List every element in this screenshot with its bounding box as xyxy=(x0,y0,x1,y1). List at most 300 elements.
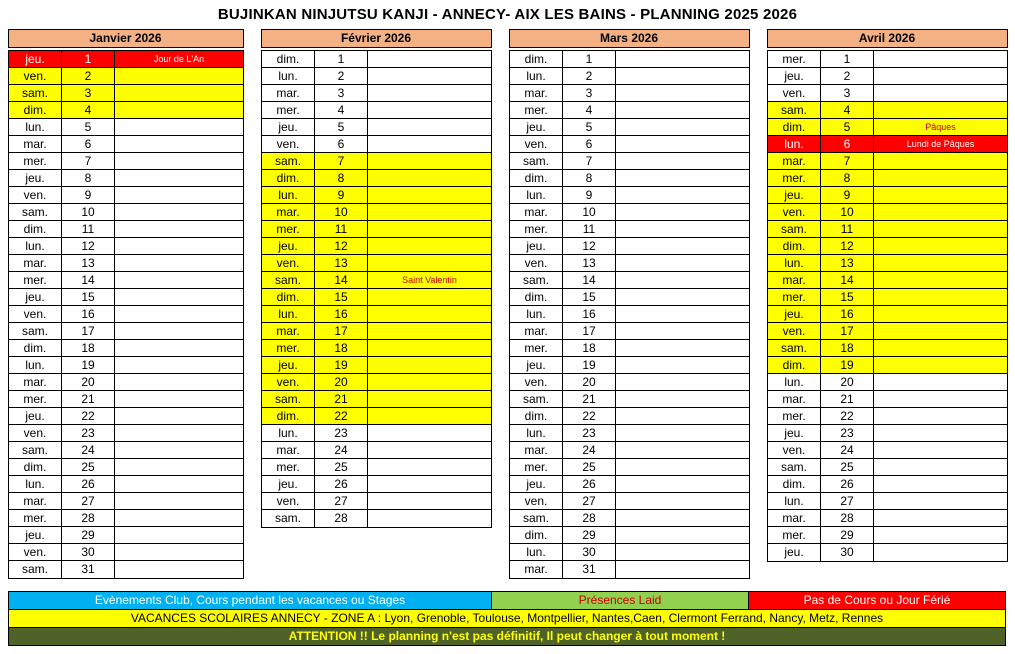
day-row xyxy=(9,357,243,374)
day-row xyxy=(262,102,491,119)
month-header: Mars 2026 xyxy=(509,29,750,48)
day-row xyxy=(262,238,491,255)
day-name: mar. xyxy=(262,323,315,339)
day-number: 20 xyxy=(315,374,368,390)
day-event xyxy=(616,51,749,67)
day-name: lun. xyxy=(768,374,821,390)
day-number: 6 xyxy=(563,136,616,152)
day-name: ven. xyxy=(768,442,821,458)
day-event xyxy=(874,204,1007,220)
day-name: dim. xyxy=(510,527,563,543)
day-name: jeu. xyxy=(768,425,821,441)
day-number: 31 xyxy=(62,561,115,578)
day-name: dim. xyxy=(768,476,821,492)
day-number: 22 xyxy=(315,408,368,424)
day-number: 14 xyxy=(62,272,115,288)
day-name: lun. xyxy=(510,425,563,441)
page-title: BUJINKAN NINJUTSU KANJI - ANNECY- AIX LES BAINS - PLANNING 2025 2026 xyxy=(217,6,798,23)
day-number: 26 xyxy=(315,476,368,492)
day-name: dim. xyxy=(768,119,821,135)
day-event xyxy=(874,510,1007,526)
day-row xyxy=(9,221,243,238)
day-row xyxy=(9,51,243,68)
day-number: 8 xyxy=(315,170,368,186)
day-row xyxy=(9,425,243,442)
day-number: 30 xyxy=(563,544,616,560)
day-name: mer. xyxy=(510,340,563,356)
day-name: lun. xyxy=(9,357,62,373)
day-row xyxy=(510,476,749,493)
day-event xyxy=(874,289,1007,305)
day-event xyxy=(368,170,491,186)
day-number: 11 xyxy=(821,221,874,237)
day-name: dim. xyxy=(262,51,315,67)
day-event xyxy=(616,323,749,339)
day-number: 6 xyxy=(62,136,115,152)
day-number: 1 xyxy=(563,51,616,67)
day-number: 3 xyxy=(821,85,874,101)
day-number: 4 xyxy=(821,102,874,118)
day-number: 24 xyxy=(563,442,616,458)
day-row xyxy=(262,476,491,493)
day-event: Saint Valentin xyxy=(402,275,457,285)
day-number: 4 xyxy=(563,102,616,118)
day-event xyxy=(368,476,491,492)
day-number: 12 xyxy=(62,238,115,254)
day-event xyxy=(115,187,243,203)
day-row xyxy=(9,255,243,272)
day-row xyxy=(510,102,749,119)
day-name: lun. xyxy=(510,544,563,560)
day-name: ven. xyxy=(262,493,315,509)
day-number: 14 xyxy=(821,272,874,288)
day-event xyxy=(616,459,749,475)
day-event xyxy=(616,272,749,288)
day-event xyxy=(874,153,1007,169)
day-name: ven. xyxy=(9,187,62,203)
day-row xyxy=(262,459,491,476)
day-event xyxy=(115,204,243,220)
day-event xyxy=(616,85,749,101)
day-number: 6 xyxy=(821,136,874,152)
day-name: mar. xyxy=(510,323,563,339)
day-event xyxy=(616,153,749,169)
day-name: lun. xyxy=(510,306,563,322)
day-name: ven. xyxy=(510,136,563,152)
day-row xyxy=(262,119,491,136)
day-number: 24 xyxy=(315,442,368,458)
day-number: 22 xyxy=(821,408,874,424)
day-name: lun. xyxy=(510,68,563,84)
month-table-janvier xyxy=(8,31,244,579)
day-number: 26 xyxy=(62,476,115,492)
day-name: mer. xyxy=(768,289,821,305)
day-event xyxy=(115,306,243,322)
day-number: 28 xyxy=(563,510,616,526)
day-number: 29 xyxy=(62,527,115,543)
day-event xyxy=(115,102,243,118)
day-event xyxy=(874,51,1007,67)
day-row xyxy=(9,374,243,391)
day-row xyxy=(768,306,1007,323)
day-number: 3 xyxy=(62,85,115,101)
day-name: jeu. xyxy=(9,527,62,543)
day-number: 30 xyxy=(62,544,115,560)
day-number: 3 xyxy=(563,85,616,101)
day-name: mar. xyxy=(510,442,563,458)
day-event xyxy=(115,238,243,254)
day-name: mar. xyxy=(768,391,821,407)
day-event xyxy=(368,68,491,84)
day-name: dim. xyxy=(9,459,62,475)
day-row xyxy=(768,272,1007,289)
day-number: 20 xyxy=(821,374,874,390)
day-number: 21 xyxy=(315,391,368,407)
day-event xyxy=(368,153,491,169)
day-number: 5 xyxy=(315,119,368,135)
day-event xyxy=(368,374,491,390)
day-number: 8 xyxy=(62,170,115,186)
day-number: 1 xyxy=(315,51,368,67)
day-name: dim. xyxy=(9,102,62,118)
day-event xyxy=(115,374,243,390)
month-header: Février 2026 xyxy=(261,29,492,48)
day-name: mar. xyxy=(510,85,563,101)
day-row xyxy=(262,442,491,459)
day-event xyxy=(115,119,243,135)
day-name: jeu. xyxy=(768,187,821,203)
day-number: 12 xyxy=(821,238,874,254)
day-number: 21 xyxy=(62,391,115,407)
day-name: sam. xyxy=(9,561,62,578)
day-number: 2 xyxy=(821,68,874,84)
day-row xyxy=(768,510,1007,527)
legend-presences-laid: Présences Laid xyxy=(492,592,749,609)
day-event xyxy=(115,510,243,526)
day-event xyxy=(115,561,243,578)
day-number: 7 xyxy=(315,153,368,169)
day-row xyxy=(768,221,1007,238)
day-number: 16 xyxy=(821,306,874,322)
legend-attention: ATTENTION !! Le planning n'est pas définitif, Il peut changer à tout moment ! xyxy=(9,628,1005,645)
day-name: sam. xyxy=(510,510,563,526)
month-header: Avril 2026 xyxy=(767,29,1008,48)
day-event xyxy=(616,340,749,356)
day-name: sam. xyxy=(768,221,821,237)
day-name: mer. xyxy=(768,170,821,186)
day-event xyxy=(874,238,1007,254)
day-number: 31 xyxy=(563,561,616,578)
day-name: sam. xyxy=(9,85,62,101)
day-name: dim. xyxy=(510,51,563,67)
day-number: 24 xyxy=(62,442,115,458)
day-name: sam. xyxy=(510,153,563,169)
day-name: mar. xyxy=(262,85,315,101)
day-row xyxy=(9,527,243,544)
day-number: 16 xyxy=(315,306,368,322)
day-name: mar. xyxy=(262,442,315,458)
day-row xyxy=(262,306,491,323)
day-row xyxy=(510,408,749,425)
day-name: dim. xyxy=(510,289,563,305)
day-event xyxy=(616,544,749,560)
day-event xyxy=(115,323,243,339)
day-event xyxy=(616,187,749,203)
day-event xyxy=(874,374,1007,390)
day-number: 9 xyxy=(62,187,115,203)
day-name: mar. xyxy=(262,204,315,220)
day-name: sam. xyxy=(262,272,315,288)
day-event xyxy=(368,493,491,509)
day-event xyxy=(874,221,1007,237)
day-row xyxy=(768,187,1007,204)
day-row xyxy=(262,425,491,442)
day-name: jeu. xyxy=(768,544,821,561)
day-name: dim. xyxy=(9,221,62,237)
day-event xyxy=(368,442,491,458)
day-row xyxy=(9,102,243,119)
day-name: sam. xyxy=(510,272,563,288)
day-number: 27 xyxy=(315,493,368,509)
day-row xyxy=(262,340,491,357)
day-row xyxy=(9,187,243,204)
day-event xyxy=(874,68,1007,84)
day-row xyxy=(262,136,491,153)
day-row xyxy=(9,272,243,289)
day-event xyxy=(874,170,1007,186)
day-row xyxy=(9,493,243,510)
day-row xyxy=(510,340,749,357)
day-row xyxy=(768,102,1007,119)
day-row xyxy=(9,340,243,357)
day-name: ven. xyxy=(768,204,821,220)
day-row xyxy=(9,153,243,170)
day-name: dim. xyxy=(768,238,821,254)
day-name: mar. xyxy=(510,561,563,578)
day-row xyxy=(9,442,243,459)
day-row xyxy=(262,374,491,391)
day-name: mer. xyxy=(262,459,315,475)
day-number: 11 xyxy=(315,221,368,237)
day-event xyxy=(874,391,1007,407)
day-row xyxy=(768,170,1007,187)
day-number: 12 xyxy=(563,238,616,254)
day-name: mer. xyxy=(510,221,563,237)
day-number: 22 xyxy=(563,408,616,424)
day-event xyxy=(368,221,491,237)
day-event xyxy=(874,493,1007,509)
day-row xyxy=(262,493,491,510)
day-number: 7 xyxy=(563,153,616,169)
day-event xyxy=(115,357,243,373)
day-event xyxy=(616,493,749,509)
day-name: ven. xyxy=(262,255,315,271)
day-name: mer. xyxy=(262,102,315,118)
day-row xyxy=(262,391,491,408)
day-event xyxy=(616,306,749,322)
day-name: mer. xyxy=(768,408,821,424)
day-row xyxy=(510,442,749,459)
legend-club-events: Evènements Club, Cours pendant les vacances ou Stages xyxy=(9,592,492,609)
day-event xyxy=(874,187,1007,203)
day-event xyxy=(115,527,243,543)
day-number: 15 xyxy=(315,289,368,305)
day-event xyxy=(616,561,749,578)
day-name: lun. xyxy=(510,187,563,203)
day-event xyxy=(616,136,749,152)
day-number: 7 xyxy=(62,153,115,169)
day-event xyxy=(368,391,491,407)
day-event xyxy=(616,442,749,458)
day-name: sam. xyxy=(262,510,315,527)
day-event xyxy=(874,272,1007,288)
day-event xyxy=(874,102,1007,118)
day-row xyxy=(510,153,749,170)
day-name: dim. xyxy=(510,170,563,186)
day-row xyxy=(262,289,491,306)
day-number: 23 xyxy=(315,425,368,441)
day-name: ven. xyxy=(9,425,62,441)
day-event xyxy=(874,357,1007,373)
day-row xyxy=(510,357,749,374)
day-event xyxy=(616,510,749,526)
day-event xyxy=(368,255,491,271)
day-event xyxy=(368,408,491,424)
day-row xyxy=(510,136,749,153)
day-event xyxy=(616,119,749,135)
day-event xyxy=(616,255,749,271)
day-event xyxy=(874,408,1007,424)
day-row xyxy=(768,408,1007,425)
day-event: Lundi de Pâques xyxy=(906,139,975,149)
day-event xyxy=(368,425,491,441)
day-name: ven. xyxy=(768,85,821,101)
day-name: sam. xyxy=(768,459,821,475)
day-event xyxy=(115,425,243,441)
day-event xyxy=(874,85,1007,101)
day-row xyxy=(510,68,749,85)
day-row xyxy=(768,459,1007,476)
legend-no-class: Pas de Cours ou Jour Férié xyxy=(749,592,1005,609)
day-number: 25 xyxy=(62,459,115,475)
day-number: 16 xyxy=(62,306,115,322)
day-number: 12 xyxy=(315,238,368,254)
day-number: 24 xyxy=(821,442,874,458)
day-event xyxy=(115,476,243,492)
day-row xyxy=(768,136,1007,153)
day-event xyxy=(115,255,243,271)
day-name: lun. xyxy=(262,425,315,441)
day-number: 5 xyxy=(821,119,874,135)
day-row xyxy=(768,51,1007,68)
day-number: 8 xyxy=(821,170,874,186)
day-row xyxy=(9,119,243,136)
month-table-mars xyxy=(509,31,750,579)
day-number: 17 xyxy=(315,323,368,339)
day-name: jeu. xyxy=(510,476,563,492)
day-number: 20 xyxy=(62,374,115,390)
day-name: mar. xyxy=(9,136,62,152)
day-number: 17 xyxy=(563,323,616,339)
day-name: lun. xyxy=(262,306,315,322)
day-row xyxy=(262,187,491,204)
day-name: dim. xyxy=(768,357,821,373)
day-row xyxy=(510,306,749,323)
day-event xyxy=(368,51,491,67)
day-number: 18 xyxy=(821,340,874,356)
day-row xyxy=(768,153,1007,170)
day-name: ven. xyxy=(510,255,563,271)
day-name: dim. xyxy=(9,340,62,356)
day-row xyxy=(9,204,243,221)
day-row xyxy=(510,289,749,306)
day-number: 8 xyxy=(563,170,616,186)
day-row xyxy=(9,170,243,187)
day-number: 23 xyxy=(821,425,874,441)
day-name: mar. xyxy=(9,493,62,509)
day-event xyxy=(874,306,1007,322)
day-number: 30 xyxy=(821,544,874,561)
day-row xyxy=(768,374,1007,391)
day-number: 11 xyxy=(62,221,115,237)
day-event xyxy=(616,204,749,220)
legend xyxy=(8,591,1006,646)
day-number: 19 xyxy=(821,357,874,373)
day-name: jeu. xyxy=(262,238,315,254)
day-row xyxy=(510,425,749,442)
day-name: mar. xyxy=(768,510,821,526)
day-number: 17 xyxy=(821,323,874,339)
day-event xyxy=(368,323,491,339)
day-event: Pâques xyxy=(925,122,956,132)
day-event xyxy=(616,221,749,237)
day-row xyxy=(768,238,1007,255)
day-number: 13 xyxy=(821,255,874,271)
day-event xyxy=(368,459,491,475)
day-row xyxy=(768,323,1007,340)
day-number: 29 xyxy=(821,527,874,543)
day-event xyxy=(368,289,491,305)
day-event xyxy=(115,153,243,169)
day-name: mer. xyxy=(768,527,821,543)
day-row xyxy=(9,544,243,561)
day-number: 13 xyxy=(62,255,115,271)
day-number: 10 xyxy=(563,204,616,220)
day-number: 17 xyxy=(62,323,115,339)
day-row xyxy=(510,204,749,221)
day-row xyxy=(262,170,491,187)
day-event xyxy=(616,391,749,407)
day-number: 19 xyxy=(563,357,616,373)
day-name: mer. xyxy=(768,51,821,67)
day-number: 13 xyxy=(563,255,616,271)
day-row xyxy=(768,544,1007,561)
day-name: ven. xyxy=(768,323,821,339)
day-row xyxy=(510,272,749,289)
day-number: 14 xyxy=(563,272,616,288)
day-number: 10 xyxy=(315,204,368,220)
day-row xyxy=(768,527,1007,544)
day-name: jeu. xyxy=(9,289,62,305)
day-row xyxy=(9,136,243,153)
day-event xyxy=(115,221,243,237)
day-number: 21 xyxy=(563,391,616,407)
day-number: 25 xyxy=(563,459,616,475)
day-number: 15 xyxy=(563,289,616,305)
day-number: 28 xyxy=(62,510,115,526)
day-row xyxy=(9,306,243,323)
day-row xyxy=(768,204,1007,221)
